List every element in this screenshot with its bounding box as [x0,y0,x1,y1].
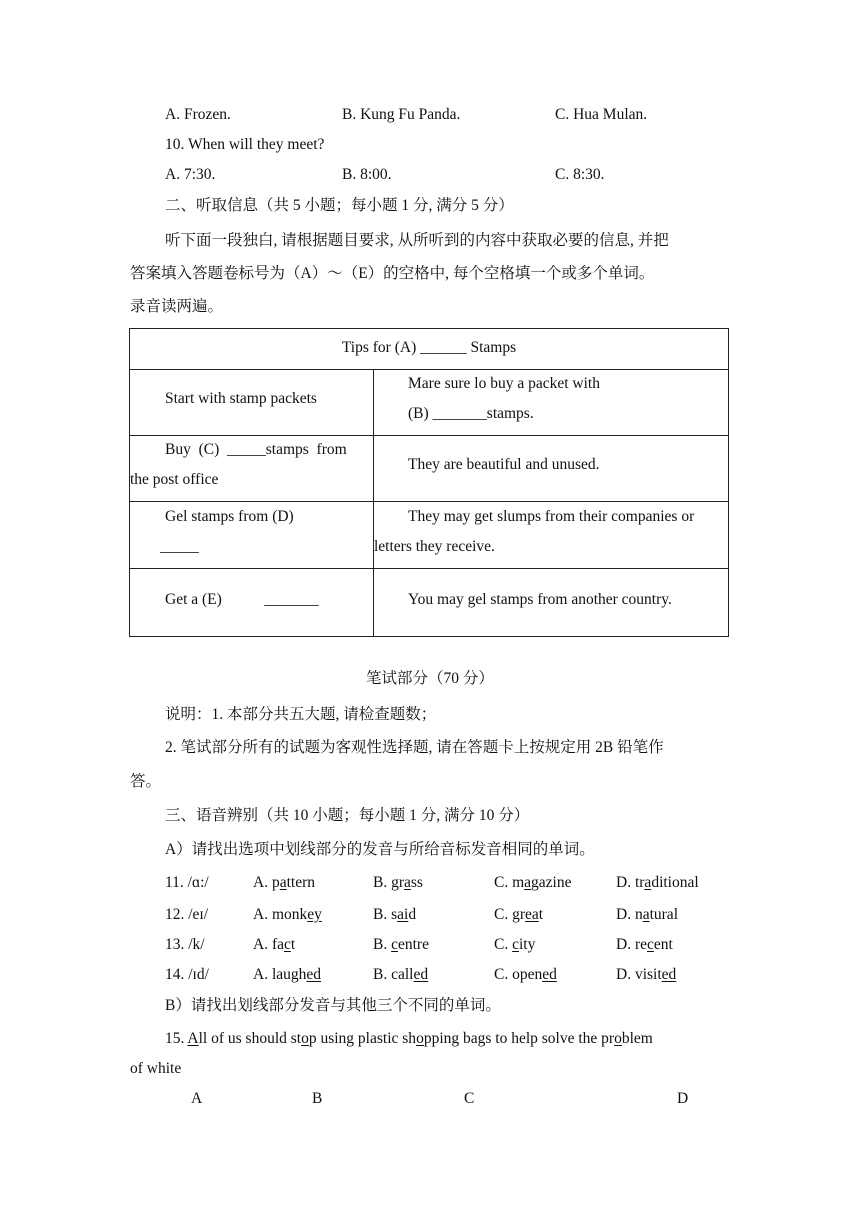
q13-stem: 13. /k/ [165,936,205,953]
section2-instruction-2: 答案填入答题卷标号为（A）～（E）的空格中, 每个空格填一个或多个单词。 [130,265,655,282]
q14-option-b: B. called [373,966,429,983]
q12-option-d: D. natural [616,906,678,923]
written-part-heading: 笔试部分（70 分） [366,670,494,687]
table-row2-right: They are beautiful and unused. [408,456,600,473]
section2-instruction-1: 听下面一段独白, 请根据题目要求, 从所听到的内容中获取必要的信息, 并把 [165,232,669,249]
q11-stem: 11. /ɑ:/ [165,874,209,891]
q9-option-c: C. Hua Mulan. [555,106,648,123]
section3-part-a: A）请找出选项中划线部分的发音与所给音标发音相同的单词。 [165,841,595,858]
table-column-divider [373,369,374,636]
q10-option-c: C. 8:30. [555,166,605,183]
written-note-2-cont: 答。 [130,773,162,790]
table-row3-right-1: They may get slumps from their companies or [408,508,695,525]
section2-heading: 二、听取信息（共 5 小题；每小题 1 分, 满分 5 分） [165,197,514,214]
q15-label-c: C [464,1090,475,1107]
table-row4-right: You may gel stamps from another country. [408,591,672,608]
q15-label-d: D [677,1090,689,1107]
q13-option-c: C. city [494,936,536,953]
table-row4-left: Get a (E) _______ [165,591,319,608]
q10-stem: 10. When will they meet? [165,136,325,153]
q15-stem-cont: of white [130,1060,182,1077]
section3-heading: 三、语音辨别（共 10 小题；每小题 1 分, 满分 10 分） [165,807,530,824]
q13-option-d: D. recent [616,936,673,953]
q9-option-b: B. Kung Fu Panda. [342,106,461,123]
q10-option-a: A. 7:30. [165,166,216,183]
q10-option-b: B. 8:00. [342,166,392,183]
q11-option-c: C. magazine [494,874,572,891]
table-title: Tips for (A) ______ Stamps [341,339,517,356]
section2-instruction-3: 录音读两遍。 [130,298,224,315]
q14-option-d: D. visited [616,966,677,983]
q12-option-c: C. great [494,906,544,923]
table-rule [130,568,728,569]
table-row3-left-2: _____ [160,538,199,555]
section3-part-b: B）请找出划线部分发音与其他三个不同的单词。 [165,997,501,1014]
table-row2-left-2: the post office [130,471,219,488]
q12-stem: 12. /eɪ/ [165,906,209,923]
written-note-2: 2. 笔试部分所有的试题为客观性选择题, 请在答题卡上按规定用 2B 铅笔作 [165,739,664,756]
q11-option-d: D. traditional [616,874,699,891]
q14-stem: 14. /ɪd/ [165,966,209,983]
q11-option-a: A. pattern [253,874,315,891]
q13-option-a: A. fact [253,936,296,953]
table-row3-left-1: Gel stamps from (D) [165,508,294,525]
q15-label-a: A [191,1090,203,1107]
table-row1-right-2: (B) _______stamps. [408,405,534,422]
q15-stem: 15. All of us should stop using plastic shopping bags to help solve the problem [165,1030,653,1047]
q11-option-b: B. grass [373,874,423,891]
q13-option-b: B. centre [373,936,429,953]
q15-label-b: B [312,1090,323,1107]
stamp-tips-table [129,328,729,637]
q12-option-a: A. monkey [253,906,322,923]
q14-option-a: A. laughed [253,966,322,983]
q14-option-c: C. opened [494,966,557,983]
q9-option-a: A. Frozen. [165,106,231,123]
written-note-1: 说明：1. 本部分共五大题, 请检查题数； [165,706,437,723]
table-row2-left-1: Buy (C) _____stamps from [165,441,347,458]
table-row1-left: Start with stamp packets [165,390,317,407]
table-row1-right-1: Mare sure lo buy a packet with [408,375,600,392]
q12-option-b: B. said [373,906,417,923]
table-row3-right-2: letters they receive. [374,538,495,555]
